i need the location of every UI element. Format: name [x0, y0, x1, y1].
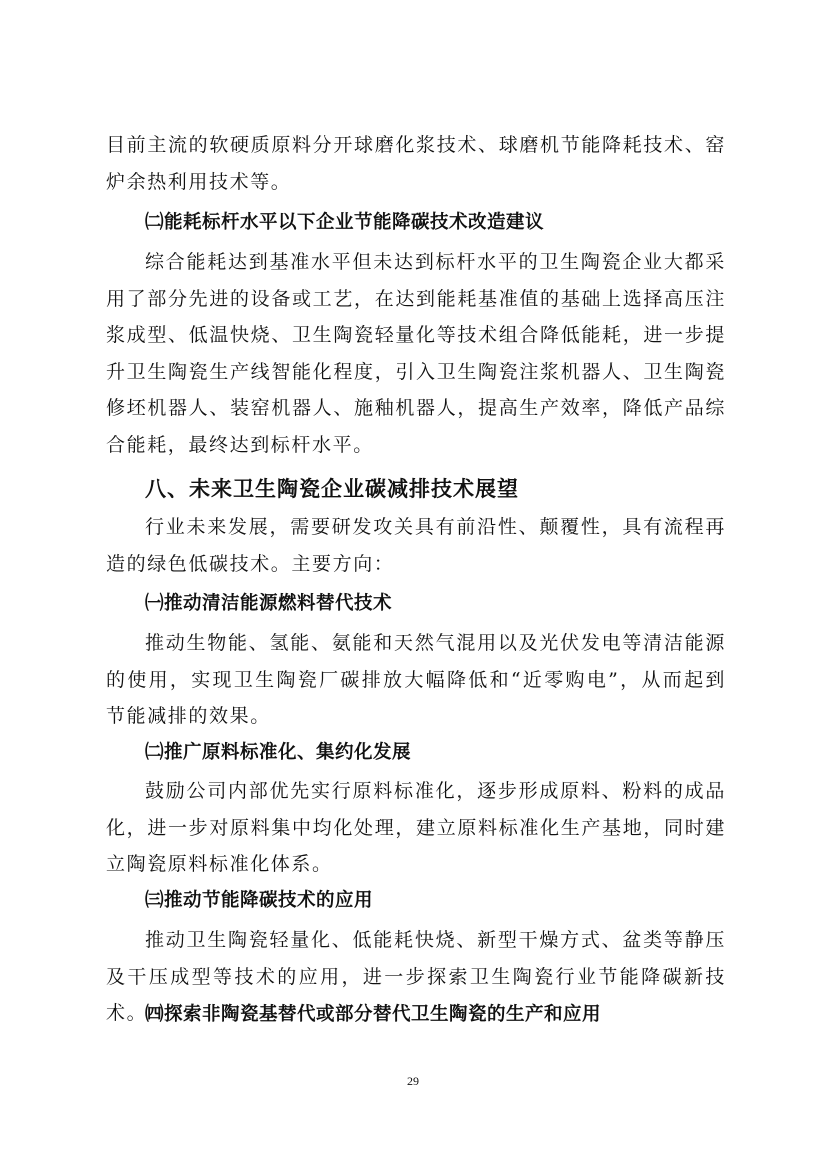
paragraph-outlook: 行业未来发展，需要研发攻关具有前沿性、颠覆性，具有流程再造的绿色低碳技术。主要方向： — [106, 516, 726, 575]
page-number: 29 — [407, 1074, 419, 1088]
subheading-d: ㈣探索非陶瓷基替代或部分替代卫生陶瓷的生产和应用 — [145, 1004, 602, 1025]
subheading-c: ㈢推动节能降碳技术的应用 — [145, 890, 374, 911]
section-heading-8: 八、未来卫生陶瓷企业碳减排技术展望 — [145, 477, 519, 501]
paragraph-continued: 目前主流的软硬质原料分开球磨化浆技术、球磨机节能降耗技术、窑炉余热利用技术等。 — [106, 134, 726, 193]
subheading-2: ㈡能耗标杆水平以下企业节能降碳技术改造建议 — [145, 212, 545, 233]
paragraph-clean-energy: 推动生物能、氢能、氨能和天然气混用以及光伏发电等清洁能源的使用，实现卫生陶瓷厂碳排放大幅降低和“近零购电”，从而起到节能减排的效果。 — [106, 632, 726, 727]
paragraph-benchmark: 综合能耗达到基准水平但未达到标杆水平的卫生陶瓷企业大都采用了部分先进的设备或工艺，在达到能耗基准值的基础上选择高压注浆成型、低温快烧、卫生陶瓷轻量化等技术组合降低能耗，进一步提升卫生陶瓷生产线智能化程度，引入卫生陶瓷注浆机器人、卫生陶瓷修坯机器人、装窑机器人、施釉机器人，提高生产效率，降低产品综合能耗，最终达到标杆水平。 — [106, 251, 726, 456]
subheading-b: ㈡推广原料标准化、集约化发展 — [145, 742, 412, 763]
paragraph-materials: 鼓励公司内部优先实行原料标准化，逐步形成原料、粉料的成品化，进一步对原料集中均化处理，建立原料标准化生产基地，同时建立陶瓷原料标准化体系。 — [106, 780, 726, 875]
paragraph-technology: 推动卫生陶瓷轻量化、低能耗快烧、新型干燥方式、盆类等静压及干压成型等技术的应用，进一步探索卫生陶瓷行业节能降碳新技术。 — [106, 929, 726, 1024]
subheading-a: ㈠推动清洁能源燃料替代技术 — [145, 593, 393, 614]
